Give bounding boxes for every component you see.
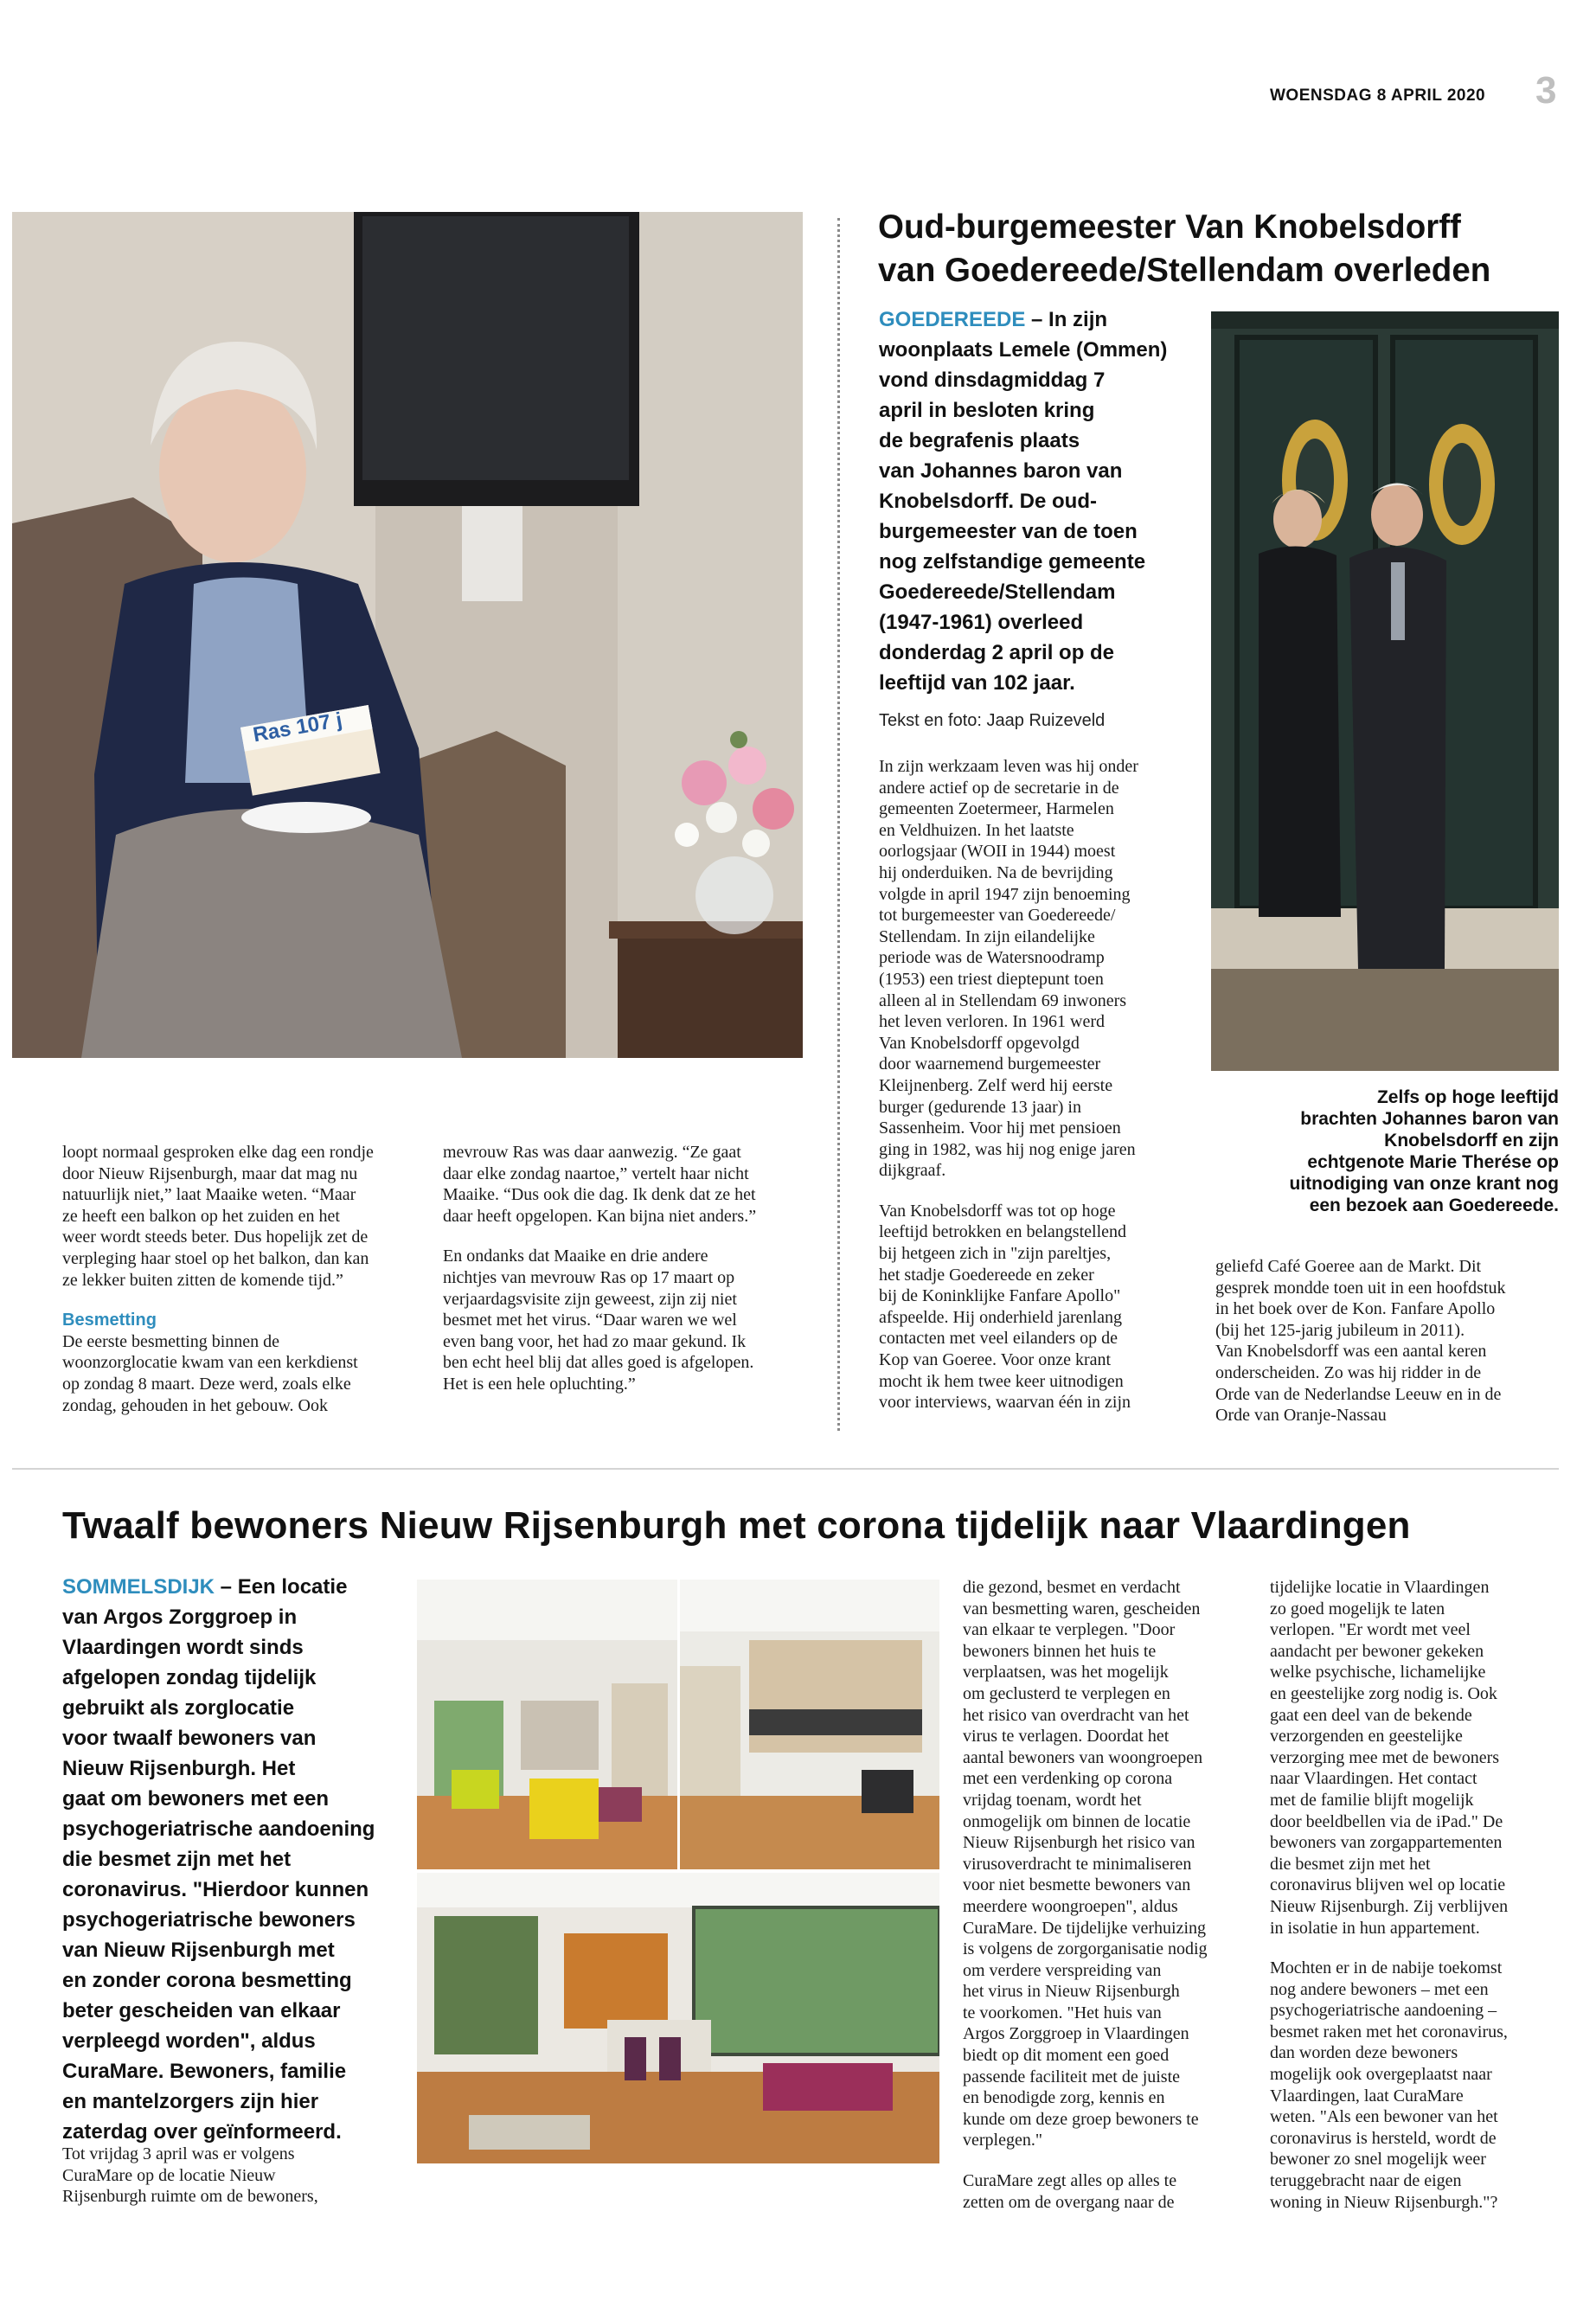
lead-line: afgelopen zondag tijdelijk: [62, 1666, 317, 1689]
photo-couple-at-door: [1211, 311, 1559, 1071]
lead-line: nog zelfstandige gemeente: [879, 550, 1146, 574]
section-divider: [12, 1468, 1559, 1470]
lead-line: beter gescheiden van elkaar: [62, 1999, 341, 2022]
article2-col1: Tot vrijdag 3 april was er volgens CuraMare op de locatie Nieuw Rijsenburgh ruimte om de bewoners,: [62, 2144, 318, 2207]
article2-col3: [1270, 1577, 1564, 2232]
article1-lead: [879, 304, 1199, 698]
photo-interior-kitchen: [680, 1580, 939, 1869]
lead-line: SOMMELSDIJK – Een locatie: [62, 1575, 348, 1599]
lead-line: leeftijd van 102 jaar.: [879, 671, 1075, 695]
lead-line: vond dinsdagmiddag 7: [879, 369, 1106, 392]
page-number: 3: [1535, 69, 1557, 112]
lead-line: gebruikt als zorglocatie: [62, 1696, 295, 1720]
lead-line: Nieuw Rijsenburgh. Het: [62, 1757, 296, 1780]
article1-headline-line: Oud-burgemeester Van Knobelsdorff: [878, 208, 1461, 246]
paragraph: En ondanks dat Maaike en drie andere nichtjes van mevrouw Ras op 17 maart op verjaardagsvisite zijn geweest, zijn zij niet besmet met het virus. “Daar waren we wel even bang voor, het had zo maar gekund. Ik ben echt heel blij dat alles goed is afgelopen. Het is een hele opluchting.”: [443, 1247, 754, 1394]
paragraph: loopt normaal gesproken elke dag een rondje door Nieuw Rijsenburgh, maar dat mag nu natuurlijk niet,” laat Maaike weten. “Maar ze heeft een balkon op het zuiden en het weer wordt steeds beter. Dus hopelijk zet de verpleging haar stoel op het balkon, dan kan ze lekker buiten zitten de komende tijd.”: [62, 1143, 374, 1290]
lead-line: gaat om bewoners met een: [62, 1787, 330, 1811]
paragraph: Mochten er in de nabije toekomst nog andere bewoners – met een psychogeriatrische aandoening – besmet raken met het coronavirus, dan worden deze bewoners mogelijk ook overgeplaatst naar Vlaardingen, laat CuraMare weten. "Als een bewoner van het coronavirus is hersteld, wordt de bewoner zo snel mogelijk weer teruggebracht naar de eigen woning in Nieuw Rijsenburgh."?: [1270, 1958, 1508, 2212]
lead-line: april in besloten kring: [879, 399, 1095, 422]
lead-line: van Johannes baron van: [879, 459, 1123, 483]
lead-line: GOEDEREEDE – In zijn: [879, 308, 1108, 331]
lead-line: Vlaardingen wordt sinds: [62, 1636, 304, 1659]
paragraph: die gezond, besmet en verdacht van besmetting waren, gescheiden van elkaar te verplegen. "Door bewoners binnen het huis te verplaatsen, was het mogelijk om geclusterd te verplegen en het risico van overdracht van het virus te verlagen. Doordat het aantal bewoners van woongroepen met een verdenking op corona vrijdag toenam, wordt het onmogelijk om binnen de locatie Nieuw Rijsenburgh het risico van virusoverdracht te minimaliseren voor niet besmette bewoners van meerdere woongroepen", aldus CuraMare. De tijdelijke verhuizing is volgens de zorgorganisatie nodig om verdere verspreiding van het virus in Nieuw Rijsenburgh te voorkomen. "Het huis van Argos Zorggroep in Vlaardingen biedt op dit moment een goed passende faciliteit met de juiste en benodigde zorg, kennis en kunde om deze groep bewoners te verplegen.": [963, 1578, 1208, 2150]
article1-credit: Tekst en foto: Jaap Ruizeveld: [879, 711, 1106, 730]
photo-woman-with-cake: [12, 212, 803, 1058]
article1-body-col2: geliefd Café Goeree aan de Markt. Dit gesprek mondde toen uit in een hoofdstuk in het boek over de Kon. Fanfare Apollo (bij het 125-jarig jubileum in 2011). Van Knobelsdorff was een aantal keren onderscheiden. Zo was hij ridder in de Orde van de Nederlandse Leeuw en in de Orde van Oranje-Nassau: [1215, 1257, 1506, 1426]
lead-line: van Nieuw Rijsenburgh met: [62, 1939, 335, 1962]
column-divider: [837, 218, 840, 1431]
paragraph: tijdelijke locatie in Vlaardingen zo goed mogelijk te laten verlopen. "Er wordt met veel aandacht per bewoner gekeken welke psychische, lichamelijke en geestelijke zorg nodig is. Ook gaat een deel van de bekende verzorgenden en geestelijke verzorging mee met de bewoners naar Vlaardingen. Het contact met de familie blijft mogelijk door beeldbellen via de iPad." De bewoners van zorgappartementen die besmet zijn met het coronavirus blijven wel op locatie Nieuw Rijsenburgh. Zij verblijven in isolatie in hun appartement.: [1270, 1578, 1509, 1938]
issue-date: WOENSDAG 8 APRIL 2020: [1270, 87, 1486, 105]
paragraph: Van Knobelsdorff was tot op hoge leeftijd betrokken en belangstellend bij hetgeen zich in "zijn pareltjes, het stadje Goedereede en zeker bij de Koninklijke Fanfare Apollo" afspeelde. Hij onderhield jarenlang contacten met veel eilanders op de Kop van Goeree. Voor onze krant mocht ik hem twee keer uitnodigen voor interviews, waarvan één in zijn: [879, 1201, 1131, 1413]
subhead-besmetting: Besmetting: [62, 1311, 157, 1330]
lead-line: voor twaalf bewoners van: [62, 1727, 317, 1750]
article1-body-col1: [879, 756, 1208, 1433]
cake-lettering: Ras 107 j: [251, 708, 344, 747]
lead-line: Goedereede/Stellendam: [879, 580, 1116, 604]
lead-line: psychogeriatrische aandoening: [62, 1817, 375, 1841]
lead-line: verpleegd worden", aldus: [62, 2029, 316, 2053]
article2-lead: [62, 1572, 408, 2147]
lead-line: en zonder corona besmetting: [62, 1969, 352, 1992]
lead-line: zaterdag over geïnformeerd.: [62, 2120, 342, 2144]
photo-caption: Zelfs op hoge leeftijd brachten Johannes baron van Knobelsdorff en zijn echtgenote Marie Therése op uitnodiging van onze krant nog een bezoek aan Goedereede.: [1289, 1087, 1559, 1215]
article1-dateline: GOEDEREEDE: [879, 308, 1026, 331]
article2-headline: Twaalf bewoners Nieuw Rijsenburgh met corona tijdelijk naar Vlaardingen: [62, 1504, 1411, 1547]
lead-line: coronavirus. "Hierdoor kunnen: [62, 1878, 369, 1901]
article2-col2: [963, 1577, 1248, 2232]
article1-headline-line: van Goedereede/Stellendam overleden: [878, 252, 1491, 289]
photo-interior-dayroom: [417, 1873, 939, 2163]
continued-col1: [62, 1142, 417, 1435]
lead-line: burgemeester van de toen: [879, 520, 1138, 543]
lead-line: de begrafenis plaats: [879, 429, 1080, 452]
lead-line: van Argos Zorggroep in: [62, 1606, 298, 1629]
paragraph: mevrouw Ras was daar aanwezig. “Ze gaat daar elke zondag naartoe,” vertelt haar nicht Maaike. “Dus ook die dag. Ik denk dat ze het daar heeft opgelopen. Kan bijna niet anders.”: [443, 1143, 757, 1226]
article2-dateline: SOMMELSDIJK: [62, 1575, 215, 1599]
paragraph: CuraMare zegt alles op alles te zetten om de overgang naar de: [963, 2171, 1177, 2212]
lead-line: CuraMare. Bewoners, familie: [62, 2060, 347, 2083]
paragraph: In zijn werkzaam leven was hij onder andere actief op de secretarie in de gemeenten Zoetermeer, Harmelen en Veldhuizen. In het laatste oorlogsjaar (WOII in 1944) moest hij onderduiken. Na de bevrijding volgde in april 1947 zijn benoeming tot burgemeester van Goedereede/ Stellendam. In zijn eilandelijke periode was de Watersnoodramp (1953) een triest dieptepunt toen alleen al in Stellendam 69 inwoners het leven verloren. In 1961 werd Van Knobelsdorff opgevolgd door waarnemend burgemeester Kleijnenberg. Zelf werd hij eerste burger (gedurende 13 jaar) in Sassenheim. Voor hij met pensioen ging in 1982, was hij nog enige jaren dijkgraaf.: [879, 757, 1138, 1181]
lead-line: psychogeriatrische bewoners: [62, 1908, 356, 1932]
lead-line: woonplaats Lemele (Ommen): [879, 338, 1168, 362]
continued-col2: [443, 1142, 806, 1414]
lead-line: die besmet zijn met het: [62, 1848, 292, 1871]
article1-headline: [878, 206, 1490, 292]
photo-interior-lounge: [417, 1580, 677, 1869]
lead-line: Knobelsdorff. De oud-: [879, 490, 1097, 513]
lead-line: (1947-1961) overleed: [879, 611, 1084, 634]
lead-line: en mantelzorgers zijn hier: [62, 2090, 319, 2113]
lead-line: donderdag 2 april op de: [879, 641, 1115, 664]
paragraph: De eerste besmetting binnen de woonzorglocatie kwam van een kerkdienst op zondag 8 maart. Deze werd, zoals elke zondag, gehouden in het gebouw. Ook: [62, 1331, 358, 1415]
